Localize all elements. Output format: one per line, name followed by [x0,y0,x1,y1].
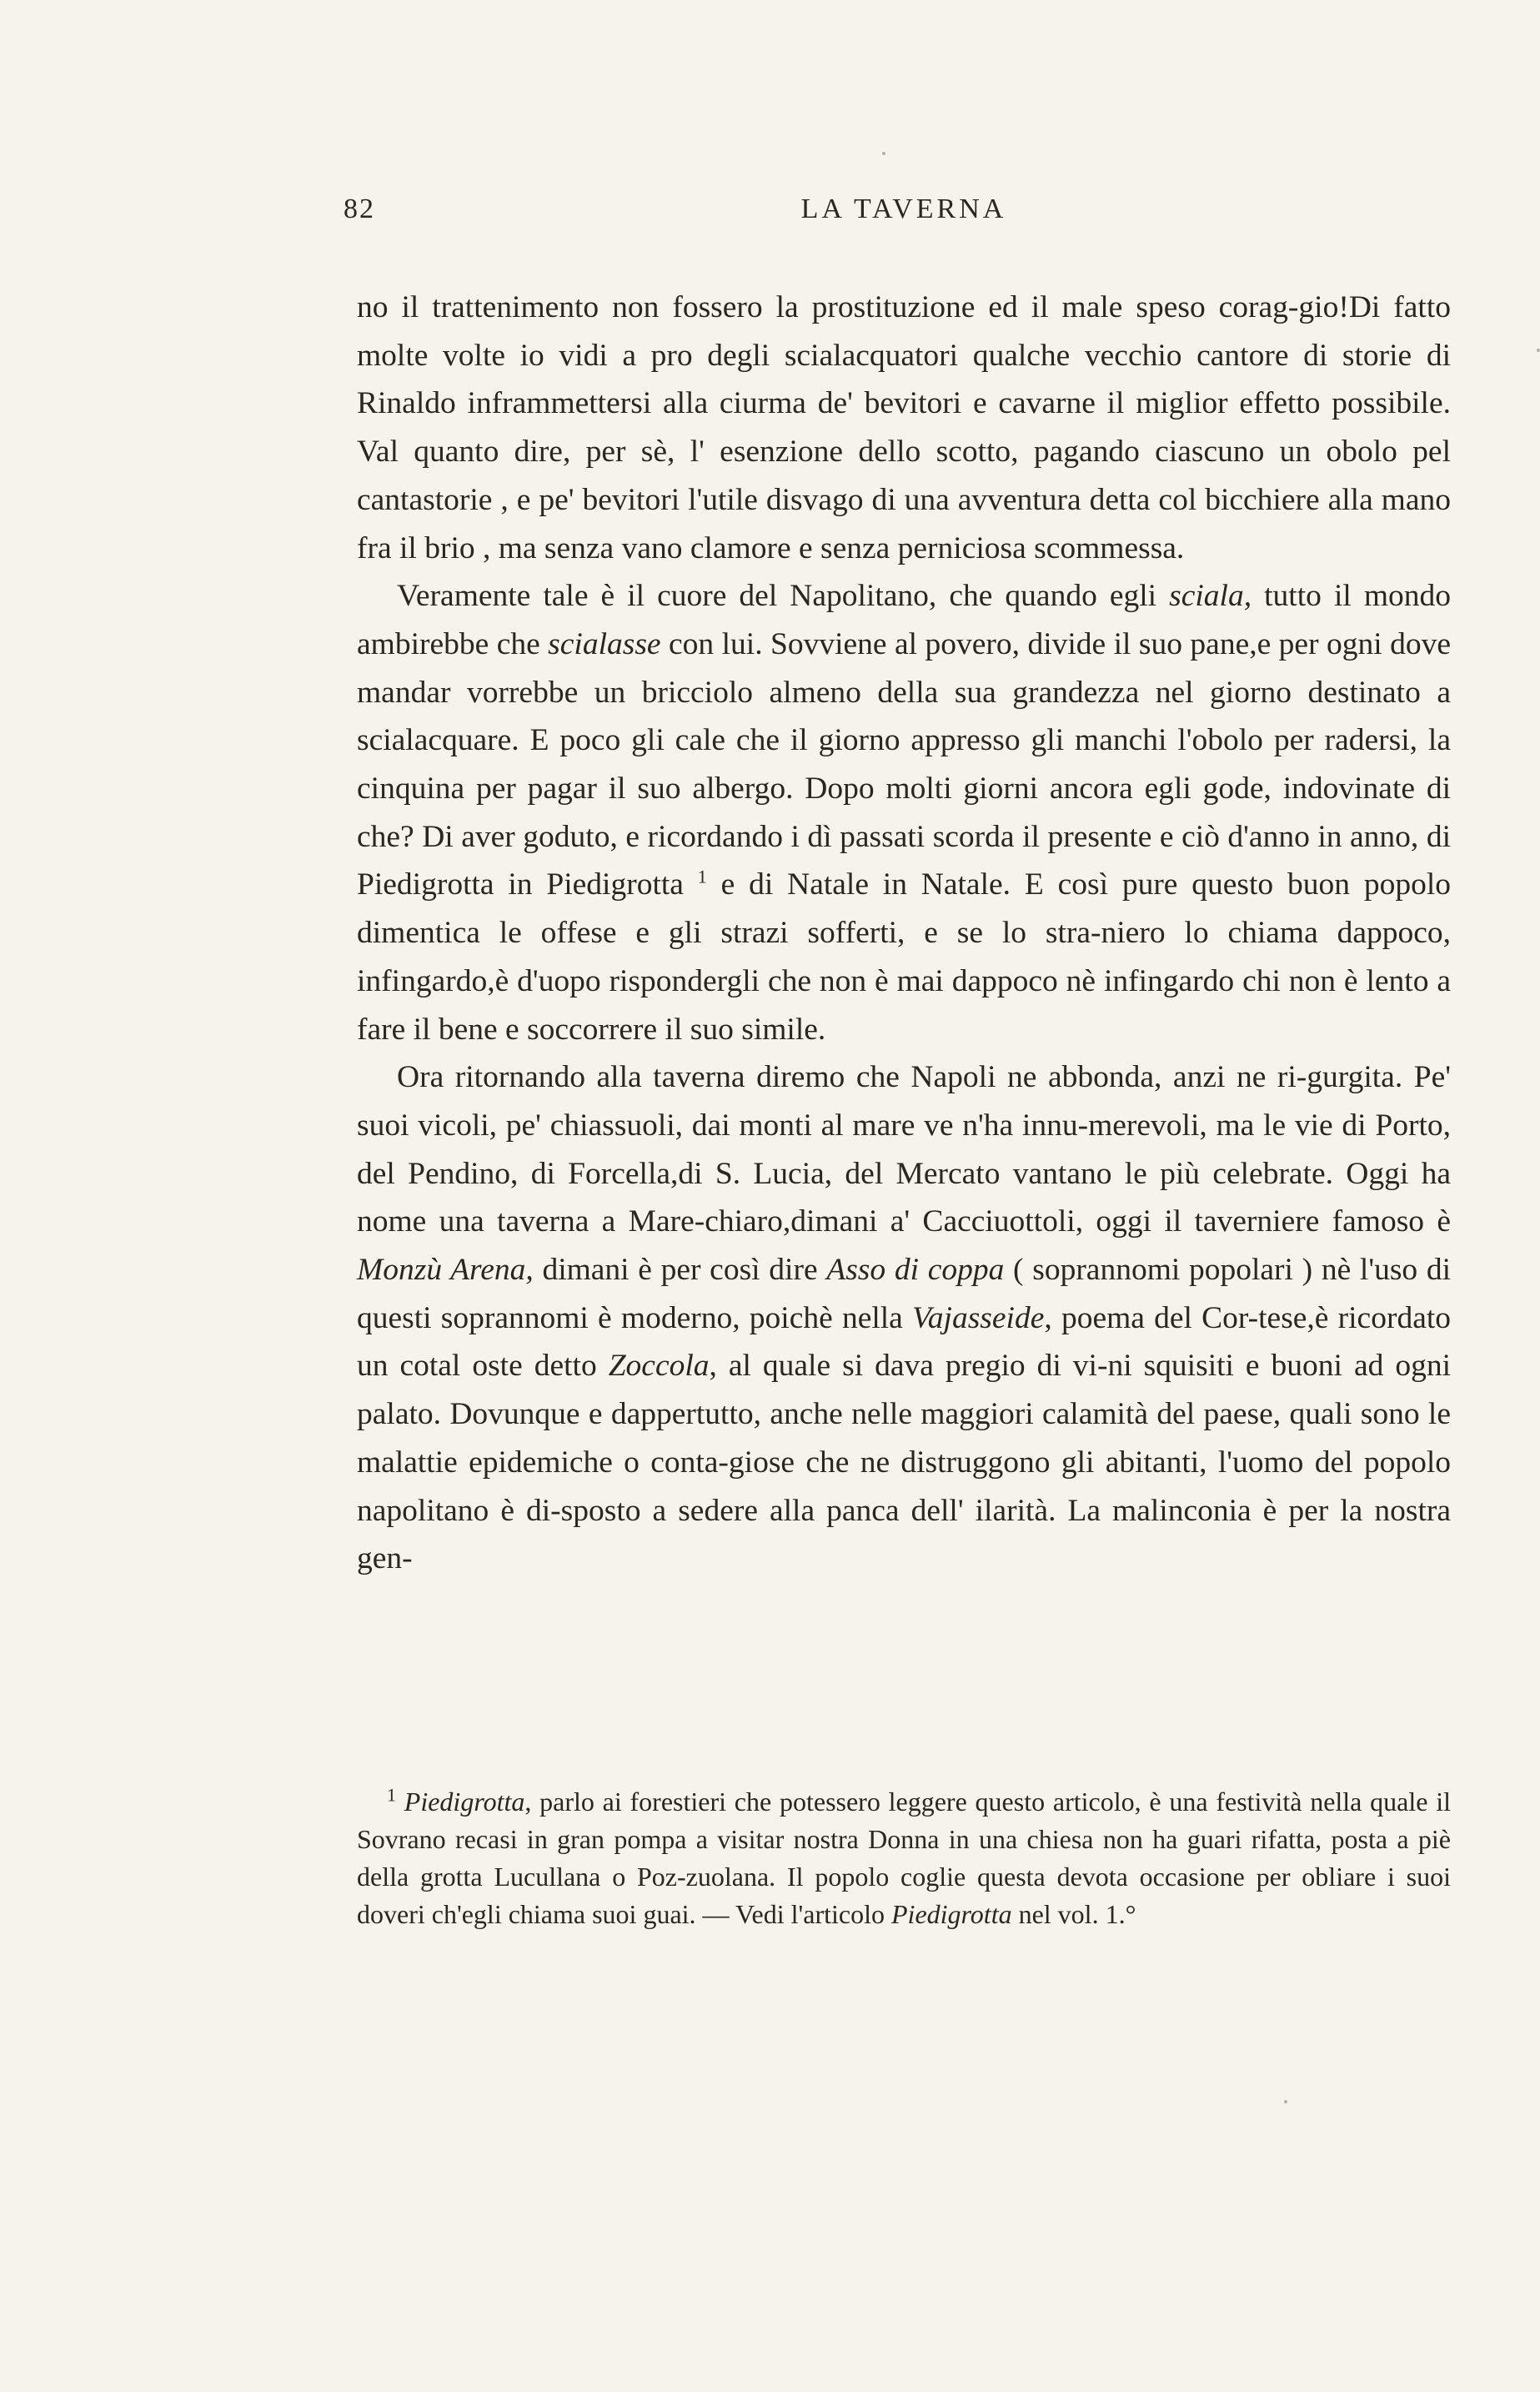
footnotes [357,1783,1451,1933]
paragraph-3: Ora ritornando alla taverna diremo che Napoli ne abbonda, anzi ne ri-gurgita. Pe' suoi vicoli, pe' chiassuoli, dai monti al mare ve n'ha innu-merevoli, ma le vie di Porto, del Pendino, di Forcella,di S. Lucia, del Mercato vantano le più celebrate. Oggi ha nome una taverna a Mare-chiaro,dimani a' Cacciuottoli, oggi il taverniere famoso è Monzù Arena, dimani è per così dire Asso di coppa ( soprannomi popolari ) nè l'uso di questi soprannomi è moderno, poichè nella Vajasseide, poema del Cor-tese,è ricordato un cotal oste detto Zoccola, al quale si dava pregio di vi-ni squisiti e buoni ad ogni palato. Dovunque e dappertutto, anche nelle maggiori calamità del paese, quali sono le malattie epidemiche o conta-giose che ne distruggono gli abitanti, l'uomo del popolo napolitano è di-sposto a sedere alla panca dell' ilarità. La malinconia è per la nostra gen- [357,1060,1452,1576]
italic-term: scialasse [548,626,661,661]
paper-speck [882,152,885,155]
italic-term: Vajasseide [912,1300,1045,1335]
paragraph-1: no il trattenimento non fossero la prostituzione ed il male speso corag-gio!Di fatto molte volte io vidi a pro degli scialacquatori qualche vecchio cantore di storie di Rinaldo inframmettersi alla ciurma de' bevitori e cavarne il miglior effetto possibile. Val quanto dire, per sè, l' esenzione dello scotto, pagando ciascuno un obolo pel cantastorie , e pe' bevitori l'utile disvago di una avventura detta col bicchiere alla mano fra il brio , ma senza vano clamore e senza perniciosa scommessa. [357,290,1451,565]
page-header [344,193,1464,244]
italic-term: Zoccola [608,1349,710,1384]
paper-speck [1284,2100,1287,2103]
paragraph-2: Veramente tale è il cuore del Napolitano, che quando egli sciala, tutto il mondo ambirebbe che scialasse con lui. Sovviene al povero, divide il suo pane,e per ogni dove mandar vorrebbe un bricciolo almeno della sua grandezza nel giorno destinato a scialacquare. E poco gli cale che il giorno appresso gli manchi l'obolo per radersi, la cinquina per pagar il suo albergo. Dopo molti giorni ancora egli gode, indovinate di che? Di aver goduto, e ricordando i dì passati scorda il presente e ciò d'anno in anno, di Piedigrotta in Piedigrotta $^1$ e di Natale in Natale. E così pure questo buon popolo dimentica le offese e gli strazi sofferti, e se lo stra-niero lo chiama dappoco, infingardo,è d'uopo rispondergli che non è mai dappoco nè infingardo chi non è lento a fare il bene e soccorrere il suo simile. [357,579,1452,1047]
page-number: 82 [344,193,375,224]
italic-term: Monzù Arena, [357,1253,534,1288]
running-title: LA TAVERNA [800,193,1007,224]
footnote-1: $^1$ Piedigrotta, parlo ai forestieri che potessero leggere questo articolo, è una festività nella quale il Sovrano recasi in gran pompa a visitar nostra Donna in una chiesa non ha guari rifatta, posta a piè della grotta Lucullana o Poz-zuolana. Il popolo coglie questa devota occasione per obliare i suoi doveri ch'egli chiama suoi guai. — Vedi l'articolo Piedigrotta nel vol. 1.° [357,1784,1452,1929]
paper-speck [1537,349,1540,352]
italic-term: sciala, [1169,579,1252,614]
footnote-term: Piedigrotta [404,1786,525,1817]
footnote-reference: 1 [697,866,707,887]
body-text [357,284,1451,1583]
footnote-article-ref: Piedigrotta [891,1899,1012,1929]
italic-term: Asso di coppa [826,1253,1005,1288]
footnote-mark: 1 [387,1784,396,1806]
